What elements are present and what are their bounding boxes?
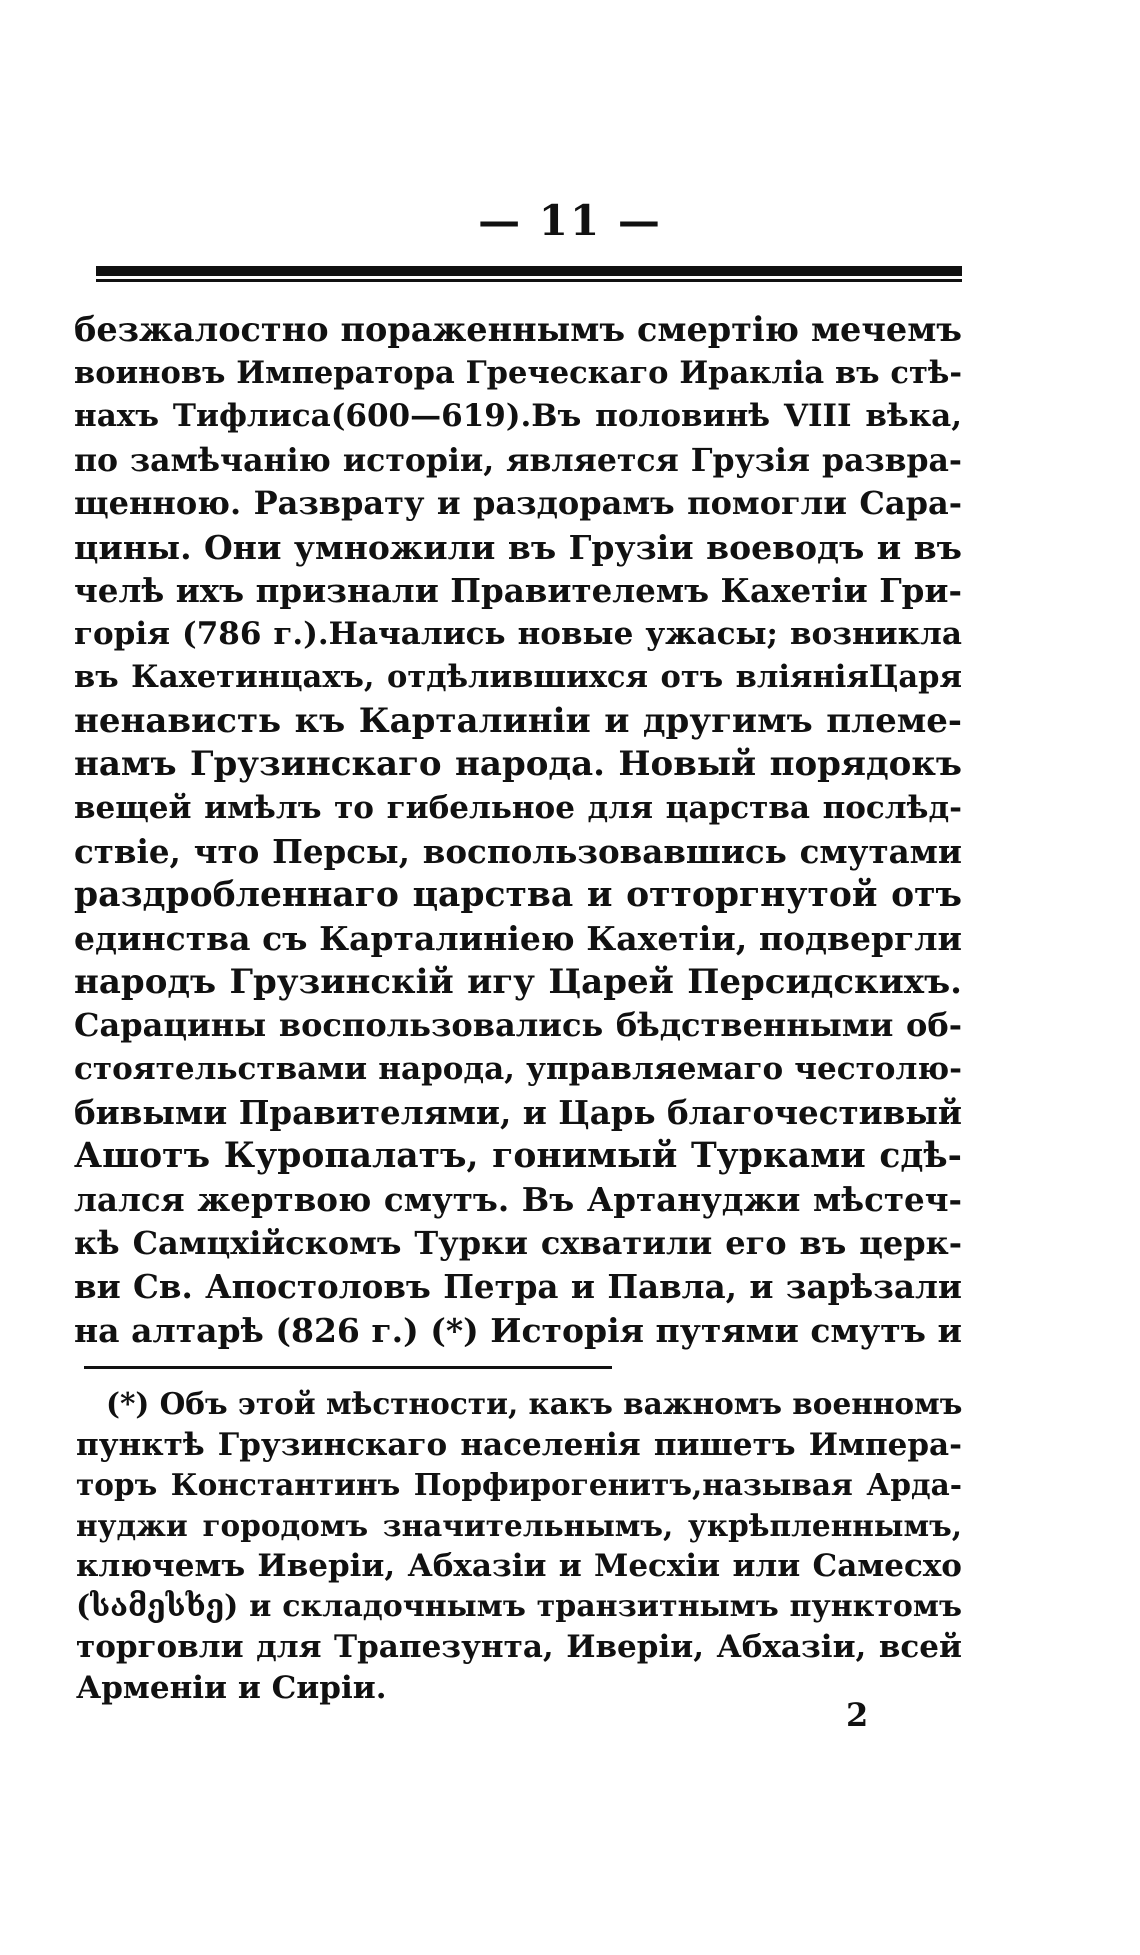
- header-rule: [96, 266, 962, 276]
- text-line: нахъ Тифлиса(600—619).Въ половинѣ VIII вѣка,: [74, 398, 962, 434]
- text-line: безжалостно пораженнымъ смертію мечемъ: [74, 310, 962, 349]
- footnote-line: торговли для Трапезунта, Иверіи, Абхазіи, всей: [76, 1629, 962, 1665]
- text-line: лался жертвою смутъ. Въ Артануджи мѣстеч-: [74, 1180, 962, 1219]
- text-line: цины. Они умножили въ Грузіи воеводъ и въ: [74, 527, 962, 567]
- text-line: Сарацины воспользовались бѣдственными об-: [74, 1006, 962, 1044]
- text-line: раздробленнаго царства и отторгнутой отъ: [74, 874, 962, 915]
- text-line: стоятельствами народа, управляемаго честолю-: [74, 1050, 962, 1087]
- text-line: челѣ ихъ признали Правителемъ Кахетіи Гри-: [74, 571, 962, 610]
- text-line: вещей имѣлъ то гибельное для царства послѣд-: [74, 789, 962, 826]
- text-line: ненависть къ Карталиніи и другимъ племе-: [74, 700, 962, 741]
- text-line: кѣ Самцхійскомъ Турки схватили его въ церк-: [74, 1223, 962, 1262]
- signature-mark: 2: [846, 1696, 869, 1734]
- main-text: [74, 308, 962, 1352]
- text-line: на алтарѣ (826 г.) (*) Исторія путями смутъ и: [74, 1310, 962, 1350]
- footnote-line: Арменіи и Сиріи.: [76, 1669, 387, 1706]
- text-line: Ашотъ Куропалатъ, гонимый Турками сдѣ-: [74, 1135, 962, 1176]
- text-line: щенною. Разврату и раздорамъ помогли Сара-: [74, 484, 962, 522]
- footnote-line: ключемъ Иверіи, Абхазіи и Месхіи или Самесхо: [76, 1548, 962, 1584]
- footnote-line: (*) Объ этой мѣстности, какъ важномъ военномъ: [106, 1386, 963, 1421]
- text-line: ствіе, что Персы, воспользовавшись смутами: [74, 832, 962, 871]
- footnote-line: торъ Константинъ Порфирогенитъ,называя Арда-: [76, 1467, 962, 1502]
- text-line: въ Кахетинцахъ, отдѣлившихся отъ вліяніяЦаря: [74, 659, 962, 695]
- footnote: [76, 1384, 962, 1708]
- page-number: — 11 —: [478, 196, 662, 245]
- footnote-line: (სამესხე) и складочнымъ транзитнымъ пунктомъ: [76, 1588, 962, 1624]
- footnote-rule: [84, 1366, 612, 1369]
- footnote-line: нуджи городомъ значительнымъ, укрѣпленнымъ,: [76, 1507, 962, 1543]
- text-line: по замѣчанію исторіи, является Грузія развра-: [74, 441, 962, 479]
- footnote-line: пунктѣ Грузинскаго населенія пишетъ Импера-: [76, 1426, 962, 1463]
- text-line: бивыми Правителями, и Царь благочестивый: [74, 1093, 962, 1132]
- text-line: намъ Грузинскаго народа. Новый порядокъ: [74, 744, 962, 784]
- text-line: горія (786 г.).Начались новые ужасы; возникла: [74, 615, 962, 652]
- text-line: народъ Грузинскій игу Царей Персидскихъ.: [74, 961, 962, 1002]
- text-line: единства съ Карталиніею Кахетіи, подвергли: [74, 919, 962, 958]
- text-line: воиновъ Императора Греческаго Иракліа въ стѣ-: [74, 354, 962, 391]
- text-line: ви Св. Апостоловъ Петра и Павла, и зарѣзали: [74, 1267, 962, 1306]
